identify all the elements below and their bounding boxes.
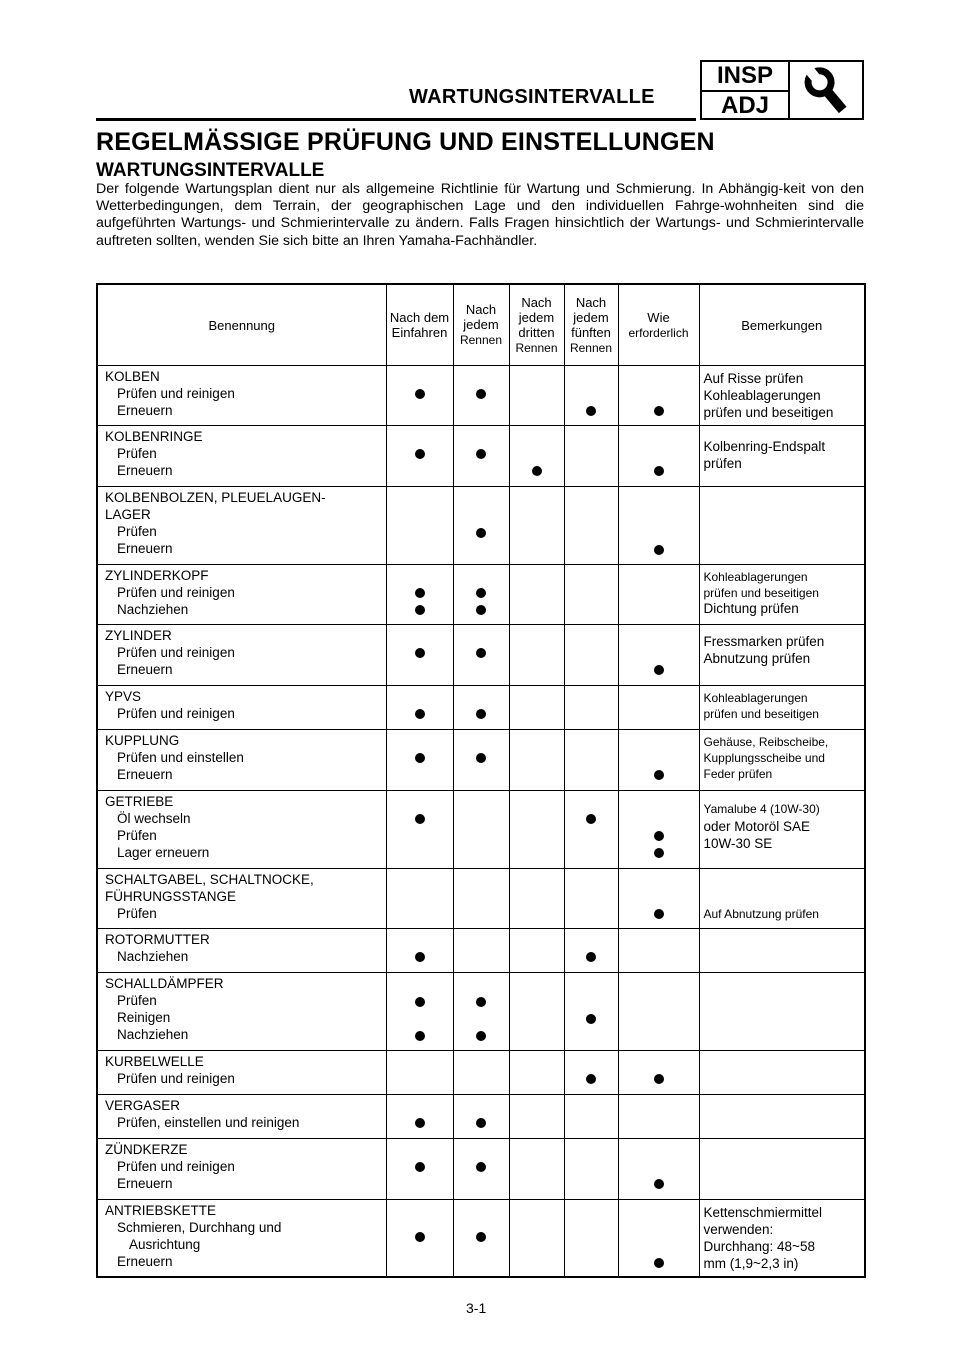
header-every-race: Nach jedem Rennen — [453, 284, 509, 366]
table-header-row — [97, 284, 865, 366]
page-subtitle: WARTUNGSINTERVALLE — [96, 160, 325, 181]
check-dot — [654, 665, 664, 675]
item-cell: VERGASER Prüfen, einstellen und reinigen — [97, 1095, 386, 1139]
intro-paragraph: Der folgende Wartungsplan dient nur als allgemeine Richtlinie für Wartung und Schmierung. In Abhängig-keit von den Wetterbedingungen, dem Terrain, der geographischen Lage und den individuellen Fahrge-wohnheiten sind die aufgeführten Wartungs- und Schmierintervalle zu ändern. Falls Fragen hinsichtlich der Wartungs- und Schmierintervalle auftreten sollten, wenden Sie sich bitte an Ihren Yamaha-Fachhändler. — [96, 181, 864, 249]
header-every-fifth-race: Nach jedem fünften Rennen — [564, 284, 618, 366]
check-dot — [586, 1074, 596, 1084]
header-rule — [96, 118, 696, 121]
check-dot — [476, 648, 486, 658]
remark-cell: Auf Risse prüfen Kohleablagerungen prüfen und beseitigen — [699, 366, 865, 426]
insp-adj-badge — [700, 60, 864, 120]
check-dot — [586, 952, 596, 962]
item-cell: ZYLINDERKOPF Prüfen und reinigen Nachziehen — [97, 565, 386, 625]
item-cell: ANTRIEBSKETTE Schmieren, Durchhang und Ausrichtung Erneuern — [97, 1200, 386, 1278]
remark-cell: Kettenschmiermittel verwenden: Durchhang: 48~58 mm (1,9~2,3 in) — [699, 1200, 865, 1278]
header-as-required: Wie erforderlich — [618, 284, 699, 366]
table-row — [97, 625, 865, 686]
check-dot — [654, 831, 664, 841]
header-remarks: Bemerkungen — [699, 284, 865, 366]
section-header-title: WARTUNGSINTERVALLE — [409, 86, 655, 108]
table-row — [97, 426, 865, 487]
check-dot — [415, 814, 425, 824]
header-after-break-in: Nach dem Einfahren — [386, 284, 453, 366]
badge-adj-label: ADJ — [702, 92, 790, 120]
remark-cell: Fressmarken prüfen Abnutzung prüfen — [699, 625, 865, 686]
table-row — [97, 869, 865, 929]
table-row — [97, 1051, 865, 1095]
check-dot — [415, 1162, 425, 1172]
check-dot — [532, 466, 542, 476]
check-dot — [476, 1118, 486, 1128]
table-row — [97, 791, 865, 869]
item-cell: KOLBENBOLZEN, PLEUELAUGEN- LAGER Prüfen Erneuern — [97, 487, 386, 565]
table-row — [97, 1095, 865, 1139]
check-dot — [654, 909, 664, 919]
check-dot — [415, 389, 425, 399]
remark-cell: Kohleablagerungen prüfen und beseitigen Dichtung prüfen — [699, 565, 865, 625]
check-dot — [654, 466, 664, 476]
check-dot — [654, 1258, 664, 1268]
check-dot — [415, 997, 425, 1007]
check-dot — [476, 1232, 486, 1242]
item-cell: ZYLINDER Prüfen und reinigen Erneuern — [97, 625, 386, 686]
page-number: 3-1 — [466, 1300, 487, 1316]
check-dot — [415, 588, 425, 598]
check-dot — [586, 814, 596, 824]
check-dot — [415, 605, 425, 615]
item-cell: SCHALTGABEL, SCHALTNOCKE, FÜHRUNGSSTANGE Prüfen — [97, 869, 386, 929]
check-dot — [476, 709, 486, 719]
check-dot — [654, 848, 664, 858]
table-row — [97, 686, 865, 730]
item-cell: GETRIEBE Öl wechseln Prüfen Lager erneuern — [97, 791, 386, 869]
check-dot — [476, 997, 486, 1007]
page-title: REGELMÄSSIGE PRÜFUNG UND EINSTELLUNGEN — [96, 128, 715, 156]
check-dot — [415, 952, 425, 962]
item-cell: SCHALLDÄMPFER Prüfen Reinigen Nachziehen — [97, 973, 386, 1051]
table-row — [97, 487, 865, 565]
remark-cell: Gehäuse, Reibscheibe, Kupplungsscheibe und Feder prüfen — [699, 730, 865, 791]
check-dot — [476, 1162, 486, 1172]
check-dot — [654, 545, 664, 555]
check-dot — [415, 753, 425, 763]
item-cell: KOLBENRINGE Prüfen Erneuern — [97, 426, 386, 487]
item-cell: ZÜNDKERZE Prüfen und reinigen Erneuern — [97, 1139, 386, 1200]
check-dot — [476, 449, 486, 459]
item-cell: KURBELWELLE Prüfen und reinigen — [97, 1051, 386, 1095]
remark-cell: Kolbenring-Endspalt prüfen — [699, 426, 865, 487]
table-row — [97, 366, 865, 426]
header-item: Benennung — [97, 284, 386, 366]
check-dot — [476, 528, 486, 538]
table-row — [97, 730, 865, 791]
wrench-icon — [790, 62, 862, 118]
remark-cell: Auf Abnutzung prüfen — [699, 869, 865, 929]
check-dot — [415, 648, 425, 658]
badge-insp-label: INSP — [702, 62, 790, 92]
check-dot — [476, 1031, 486, 1041]
check-dot — [654, 1074, 664, 1084]
check-dot — [586, 1014, 596, 1024]
item-cell: YPVS Prüfen und reinigen — [97, 686, 386, 730]
check-dot — [654, 1179, 664, 1189]
item-cell: ROTORMUTTER Nachziehen — [97, 929, 386, 973]
item-cell: KOLBEN Prüfen und reinigen Erneuern — [97, 366, 386, 426]
table-row — [97, 565, 865, 625]
item-cell: KUPPLUNG Prüfen und einstellen Erneuern — [97, 730, 386, 791]
check-dot — [476, 389, 486, 399]
check-dot — [415, 1031, 425, 1041]
remark-cell: Kohleablagerungen prüfen und beseitigen — [699, 686, 865, 730]
table-row — [97, 1139, 865, 1200]
check-dot — [476, 753, 486, 763]
check-dot — [654, 406, 664, 416]
check-dot — [654, 770, 664, 780]
check-dot — [476, 588, 486, 598]
check-dot — [415, 449, 425, 459]
check-dot — [415, 1232, 425, 1242]
check-dot — [415, 709, 425, 719]
header-every-third-race: Nach jedem dritten Rennen — [509, 284, 564, 366]
maintenance-table — [96, 283, 866, 1278]
check-dot — [586, 406, 596, 416]
remark-cell: Yamalube 4 (10W-30) oder Motoröl SAE 10W-30 SE — [699, 791, 865, 869]
check-dot — [415, 1118, 425, 1128]
table-row — [97, 1200, 865, 1278]
table-row — [97, 929, 865, 973]
table-row — [97, 973, 865, 1051]
check-dot — [476, 605, 486, 615]
